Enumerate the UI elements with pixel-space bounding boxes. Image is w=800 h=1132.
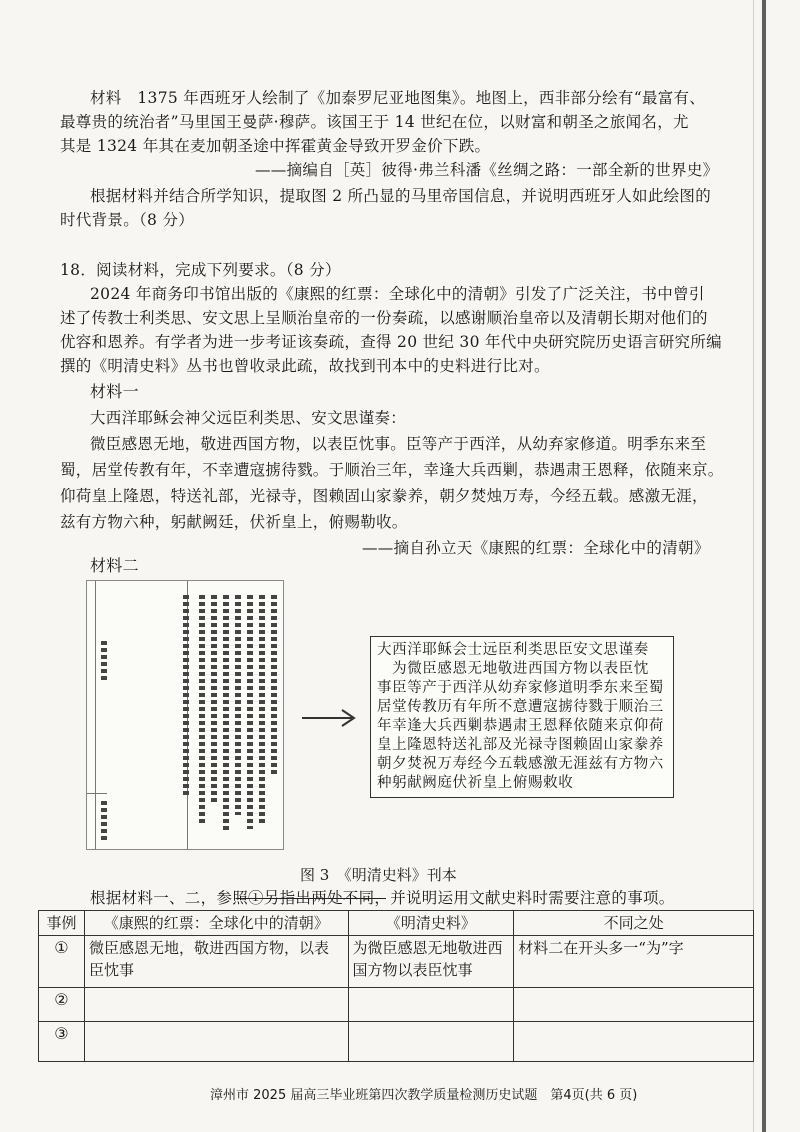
transcription-line-3: 事臣等产于西洋从幼弃家修道明季东来至蜀 — [377, 680, 664, 696]
transcription-line-5: 年幸逢大兵西剿恭遇肃王恩释依随来京仰荷 — [377, 718, 664, 734]
material17-source: ——摘编自［英］彼得·弗兰科潘《丝绸之路：一部全新的世界史》 — [255, 161, 719, 179]
material1-line-1: 微臣感恩无地，敬进西国方物，以表臣忱事。臣等产于西洋，从幼弃家修道。明季东来至 — [90, 435, 707, 453]
cell-kangxi-answer[interactable] — [84, 988, 348, 1022]
figure-caption: 图 3 《明清史料》刊本 — [300, 866, 457, 884]
cell-mingqing-answer[interactable] — [348, 988, 514, 1022]
table-row — [39, 936, 754, 988]
material1-line-2: 蜀，居堂传教有年，不幸遭寇掳待戮。于顺治三年，幸逢大兵西剿，恭遇肃王恩释，依随来京。 — [60, 461, 724, 479]
material1-line-4: 兹有方物六种，躬献阙廷，伏祈皇上，俯赐勒收。 — [60, 513, 408, 531]
table-row — [39, 1022, 754, 1062]
q18-intro-3: 优容和恩养。有学者为进一步考证该奏疏，查得 20 世纪 30 年代中央研究院历史语言研究所编 — [60, 333, 722, 351]
cell-mingqing-answer[interactable] — [348, 1022, 514, 1062]
mingqing-shiliao-scan-image — [86, 580, 284, 850]
q18-intro-1: 2024 年商务印书馆出版的《康熙的红票：全球化中的清朝》引发了广泛关注，书中曾引 — [90, 285, 705, 303]
table-header-row — [39, 911, 754, 936]
material1-label: 材料一 — [90, 382, 139, 401]
q17-question-line-2: 时代背景。（8 分） — [60, 211, 195, 229]
transcription-box — [370, 636, 674, 798]
page-footer: 漳州市 2025 届高三毕业班第四次教学质量检测历史试题 第4页(共 6 页) — [210, 1088, 638, 1103]
q18-intro-2: 述了传教士利类思、安文思上呈顺治皇帝的一份奏疏，以感谢顺治皇帝以及清朝长期对他们的 — [60, 309, 708, 327]
row-number: ② — [39, 988, 85, 1022]
material1-line-3: 仰荷皇上隆恩，特送礼部，光禄寺，图赖固山家豢养，朝夕焚烛万寿，今经五载。感激无涯， — [60, 487, 708, 505]
header-example: 事例 — [39, 911, 85, 936]
cell-kangxi: 微臣感恩无地，敬进西国方物，以表臣忱事 — [84, 936, 348, 988]
q17-question-line-1: 根据材料并结合所学知识，提取图 2 所凸显的马里帝国信息，并说明西班牙人如此绘图的 — [90, 187, 712, 205]
comparison-table — [38, 910, 754, 1062]
material17-line-2: 最尊贵的统治者”马里国王曼萨·穆萨。该国王于 14 世纪在位，以财富和朝圣之旅闻名，尤 — [60, 113, 689, 131]
material17-line-1: 材料 1375 年西班牙人绘制了《加泰罗尼亚地图集》。地图上，西非部分绘有“最富有、 — [90, 89, 706, 107]
row-number: ③ — [39, 1022, 85, 1062]
header-mingqing: 《明清史料》 — [348, 911, 514, 936]
q18-intro-4: 撰的《明清史料》丛书也曾收录此疏，故找到刊本中的史料进行比对。 — [60, 357, 550, 375]
cell-difference: 材料二在开头多一“为”字 — [514, 936, 754, 988]
material1-heading: 大西洋耶稣会神父远臣利类思、安文思谨奏： — [90, 409, 407, 427]
arrow-right-icon — [300, 706, 360, 730]
row-number: ① — [39, 936, 85, 988]
material17-line-3: 其是 1324 年其在麦加朝圣途中挥霍黄金导致开罗金价下跌。 — [60, 137, 491, 155]
cell-mingqing: 为微臣感恩无地敬进西国方物以表臣忱事 — [348, 936, 514, 988]
table-row — [39, 988, 754, 1022]
transcription-line-7: 朝夕焚祝万寿经今五载感激无涯兹有方物六 — [377, 756, 664, 772]
cell-difference-answer[interactable] — [514, 988, 754, 1022]
transcription-line-8: 种躬献阙庭伏祈皇上俯赐敕收 — [377, 775, 574, 791]
material2-label: 材料二 — [90, 556, 139, 575]
header-kangxi-book: 《康熙的红票：全球化中的清朝》 — [84, 911, 348, 936]
scan-binding-edge — [762, 0, 766, 1132]
cell-kangxi-answer[interactable] — [84, 1022, 348, 1062]
transcription-line-6: 皇上隆恩特送礼部及光禄寺图赖固山家豢养 — [377, 737, 664, 753]
transcription-line-4: 居堂传教历有年所不意遭寇掳待戮于顺治三 — [377, 699, 664, 715]
header-difference: 不同之处 — [514, 911, 754, 936]
q18-question: 根据材料一、二，参照①另指出两处不同，并说明运用文献史料时需要注意的事项。 — [90, 889, 675, 907]
material1-source: ——摘自孙立天《康熙的红票：全球化中的清朝》 — [362, 539, 710, 557]
transcription-line-2: 为微臣感恩无地敬进西国方物以表臣忱 — [377, 661, 649, 677]
q18-title: 18．阅读材料，完成下列要求。（8 分） — [60, 261, 341, 279]
cell-difference-answer[interactable] — [514, 1022, 754, 1062]
transcription-line-1: 大西洋耶稣会士远臣利类思臣安文思谨奏 — [377, 642, 649, 658]
handwritten-strike-mark — [236, 898, 386, 899]
